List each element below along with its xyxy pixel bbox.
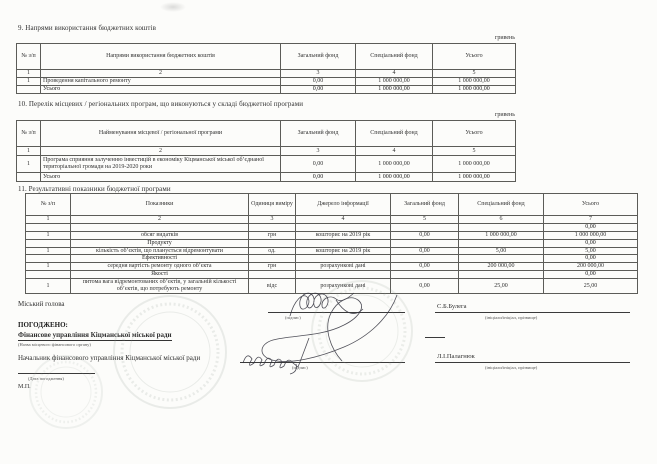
col-header: № з/п bbox=[17, 121, 41, 147]
general-fund-cell: 0,00 bbox=[391, 231, 459, 239]
general-fund-cell: 0,00 bbox=[281, 156, 356, 173]
col-header: Спеціальний фонд bbox=[356, 44, 433, 70]
scan-smudge bbox=[160, 2, 186, 12]
col-number: 5 bbox=[433, 147, 516, 156]
section9-title: 9. Напрями використання бюджетних коштів bbox=[18, 24, 157, 32]
column-number-row bbox=[17, 147, 516, 156]
col-number: 4 bbox=[296, 216, 391, 224]
name-caption: (ініціали/ініціал, прізвище) bbox=[485, 315, 538, 320]
section9-table bbox=[16, 43, 516, 94]
special-fund-cell bbox=[459, 239, 544, 247]
col-number: 1 bbox=[17, 70, 41, 78]
source-cell bbox=[296, 255, 391, 263]
total-cell: 200 000,00 bbox=[544, 263, 638, 271]
indicator-group-row bbox=[26, 239, 638, 247]
unit-cell: грн bbox=[249, 231, 296, 239]
row-number-cell bbox=[26, 223, 71, 231]
special-fund-cell bbox=[459, 255, 544, 263]
table-header-row bbox=[17, 44, 516, 70]
col-header: Усього bbox=[433, 44, 516, 70]
table-row bbox=[17, 156, 516, 173]
total-cell: 1 000 000,00 bbox=[433, 78, 516, 86]
general-fund-cell: 0,00 bbox=[281, 78, 356, 86]
special-fund-cell: 200 000,00 bbox=[459, 263, 544, 271]
col-number: 4 bbox=[356, 70, 433, 78]
round-stamp-seal bbox=[312, 281, 412, 381]
row-number-cell bbox=[26, 255, 71, 263]
financial-department-caption: (Назва місцевого фінансового органу) bbox=[18, 342, 91, 347]
empty-cell bbox=[17, 86, 41, 94]
source-cell bbox=[296, 239, 391, 247]
unit-cell: відс bbox=[249, 279, 296, 294]
general-fund-cell bbox=[391, 255, 459, 263]
total-cell: 0,00 bbox=[544, 255, 638, 263]
source-cell bbox=[296, 271, 391, 279]
group-label-cell: Продукту bbox=[71, 239, 249, 247]
col-number: 2 bbox=[41, 70, 281, 78]
name-caption: (ініціали/ініціал, прізвище) bbox=[485, 365, 538, 370]
finance-head-title-label: Начальник фінансового управління Кіцманської міської ради bbox=[18, 354, 201, 362]
col-number: 3 bbox=[281, 147, 356, 156]
col-number: 3 bbox=[249, 216, 296, 224]
general-fund-cell bbox=[391, 271, 459, 279]
finance-head-name-line bbox=[435, 362, 630, 363]
section10-currency-label: гривень bbox=[494, 112, 515, 118]
section9-currency-label: гривень bbox=[494, 35, 515, 41]
indicator-name-cell: обсяг видатків bbox=[71, 231, 249, 239]
source-cell bbox=[296, 223, 391, 231]
mayor-name-line bbox=[435, 312, 630, 313]
section11-table bbox=[25, 193, 638, 294]
approval-date-caption: (Дата погодження) bbox=[28, 376, 64, 381]
group-label-cell: Якості bbox=[71, 271, 249, 279]
indicator-group-row bbox=[26, 223, 638, 231]
unit-cell: од. bbox=[249, 247, 296, 255]
col-number: 1 bbox=[17, 147, 41, 156]
general-fund-cell bbox=[391, 223, 459, 231]
col-header: Напрями використання бюджетних коштів bbox=[41, 44, 281, 70]
finance-head-signature-line bbox=[240, 362, 405, 363]
col-header: Загальний фонд bbox=[281, 44, 356, 70]
indicator-row bbox=[26, 263, 638, 271]
total-cell: 0,00 bbox=[544, 271, 638, 279]
table-row bbox=[17, 78, 516, 86]
total-row bbox=[17, 86, 516, 94]
indicator-row bbox=[26, 231, 638, 239]
total-cell: 1 000 000,00 bbox=[544, 231, 638, 239]
signature-caption: (підпис) bbox=[285, 315, 301, 320]
indicator-row bbox=[26, 247, 638, 255]
col-header: Загальний фонд bbox=[281, 121, 356, 147]
general-fund-cell: 0,00 bbox=[391, 263, 459, 271]
financial-department-name bbox=[18, 331, 172, 339]
special-fund-total-cell: 1 000 000,00 bbox=[356, 173, 433, 182]
col-header: № з/п bbox=[17, 44, 41, 70]
indicator-group-row bbox=[26, 271, 638, 279]
special-fund-cell: 1 000 000,00 bbox=[356, 156, 433, 173]
special-fund-cell: 5,00 bbox=[459, 247, 544, 255]
col-number: 1 bbox=[26, 216, 71, 224]
direction-name-cell: Проведення капітального ремонту bbox=[41, 78, 281, 86]
source-cell: кошторис на 2019 рік bbox=[296, 231, 391, 239]
dash-line bbox=[425, 337, 445, 338]
general-fund-cell: 0,00 bbox=[391, 279, 459, 294]
special-fund-cell bbox=[459, 271, 544, 279]
total-cell: 25,00 bbox=[544, 279, 638, 294]
col-header: Спеціальний фонд bbox=[356, 121, 433, 147]
source-cell: розрахункові дані bbox=[296, 279, 391, 294]
general-fund-total-cell: 0,00 bbox=[281, 86, 356, 94]
unit-cell bbox=[249, 239, 296, 247]
general-fund-total-cell: 0,00 bbox=[281, 173, 356, 182]
row-number-cell: 1 bbox=[26, 247, 71, 255]
empty-cell bbox=[17, 173, 41, 182]
column-number-row bbox=[26, 216, 638, 224]
group-label-cell bbox=[71, 223, 249, 231]
col-header: Усього bbox=[433, 121, 516, 147]
signature-flourish bbox=[262, 295, 397, 362]
col-header: Найменування місцевої / регіональної програми bbox=[41, 121, 281, 147]
financial-department-text: Фінансове управління Кіцманської міської ради bbox=[18, 331, 172, 339]
row-number-cell: 1 bbox=[17, 156, 41, 173]
approval-date-line bbox=[18, 373, 95, 374]
row-number-cell bbox=[26, 239, 71, 247]
indicator-group-row bbox=[26, 255, 638, 263]
indicator-row bbox=[26, 279, 638, 294]
signature-caption: (підпис) bbox=[292, 365, 308, 370]
finance-head-name: Л.І.Палагнюк bbox=[437, 353, 475, 360]
indicator-name-cell: середня вартість ремонту одного об’єкта bbox=[71, 263, 249, 271]
col-header: Усього bbox=[544, 194, 638, 216]
agreed-heading: ПОГОДЖЕНО: bbox=[18, 321, 68, 329]
special-fund-cell: 1 000 000,00 bbox=[356, 78, 433, 86]
unit-cell bbox=[249, 255, 296, 263]
indicator-name-cell: питома вага відремонтованих об’єктів, у загальній кількості об’єктів, що потребують ремонту bbox=[71, 279, 249, 294]
source-cell: розрахункові дані bbox=[296, 263, 391, 271]
col-number: 2 bbox=[41, 147, 281, 156]
row-number-cell bbox=[26, 271, 71, 279]
unit-cell bbox=[249, 223, 296, 231]
col-number: 4 bbox=[356, 147, 433, 156]
col-header: Показники bbox=[71, 194, 249, 216]
row-number-cell: 1 bbox=[26, 231, 71, 239]
total-cell: 0,00 bbox=[544, 223, 638, 231]
special-fund-total-cell: 1 000 000,00 bbox=[356, 86, 433, 94]
source-cell: кошторис на 2019 рік bbox=[296, 247, 391, 255]
col-header: Одиниця виміру bbox=[249, 194, 296, 216]
col-header: № з/п bbox=[26, 194, 71, 216]
col-header: Спеціальний фонд bbox=[459, 194, 544, 216]
table-header-row bbox=[26, 194, 638, 216]
section11-title: 11. Результативні показники бюджетної програми bbox=[18, 185, 171, 193]
table-header-row bbox=[17, 121, 516, 147]
section10-title: 10. Перелік місцевих / регіональних програм, що виконуються у складі бюджетної програми bbox=[18, 100, 304, 108]
col-number: 6 bbox=[459, 216, 544, 224]
total-label-cell: Усього bbox=[41, 173, 281, 182]
row-number-cell: 1 bbox=[26, 263, 71, 271]
row-number-cell: 1 bbox=[26, 279, 71, 294]
unit-cell bbox=[249, 271, 296, 279]
special-fund-cell bbox=[459, 223, 544, 231]
round-stamp-seal bbox=[30, 356, 102, 428]
section10-table bbox=[16, 120, 516, 182]
special-fund-cell: 1 000 000,00 bbox=[459, 231, 544, 239]
unit-cell: грн bbox=[249, 263, 296, 271]
column-number-row bbox=[17, 70, 516, 78]
general-fund-cell bbox=[391, 239, 459, 247]
total-row bbox=[17, 173, 516, 182]
seal-place-mark: М.П. bbox=[18, 384, 31, 390]
col-number: 5 bbox=[391, 216, 459, 224]
col-number: 3 bbox=[281, 70, 356, 78]
total-cell: 1 000 000,00 bbox=[433, 156, 516, 173]
col-header: Загальний фонд bbox=[391, 194, 459, 216]
group-label-cell: Ефективності bbox=[71, 255, 249, 263]
total-cell: 5,00 bbox=[544, 247, 638, 255]
indicator-name-cell: кількість об’єктів, що планується відремонтувати bbox=[71, 247, 249, 255]
col-number: 7 bbox=[544, 216, 638, 224]
col-number: 5 bbox=[433, 70, 516, 78]
col-header: Джерело інформації bbox=[296, 194, 391, 216]
mayor-name: С.Б.Булега bbox=[437, 303, 467, 310]
col-number: 2 bbox=[71, 216, 249, 224]
total-cell: 0,00 bbox=[544, 239, 638, 247]
general-fund-cell: 0,00 bbox=[391, 247, 459, 255]
special-fund-cell: 25,00 bbox=[459, 279, 544, 294]
mayor-title-label: Міський голова bbox=[18, 300, 65, 308]
row-number-cell: 1 bbox=[17, 78, 41, 86]
grand-total-cell: 1 000 000,00 bbox=[433, 86, 516, 94]
program-name-cell: Програма сприяння залученню інвестицій в економіку Кіцманської міської об’єднаної територіальної громади на 2019-2020 роки bbox=[41, 156, 281, 173]
round-stamp-seal bbox=[114, 296, 226, 408]
total-label-cell: Усього bbox=[41, 86, 281, 94]
mayor-signature-line bbox=[268, 312, 405, 313]
grand-total-cell: 1 000 000,00 bbox=[433, 173, 516, 182]
